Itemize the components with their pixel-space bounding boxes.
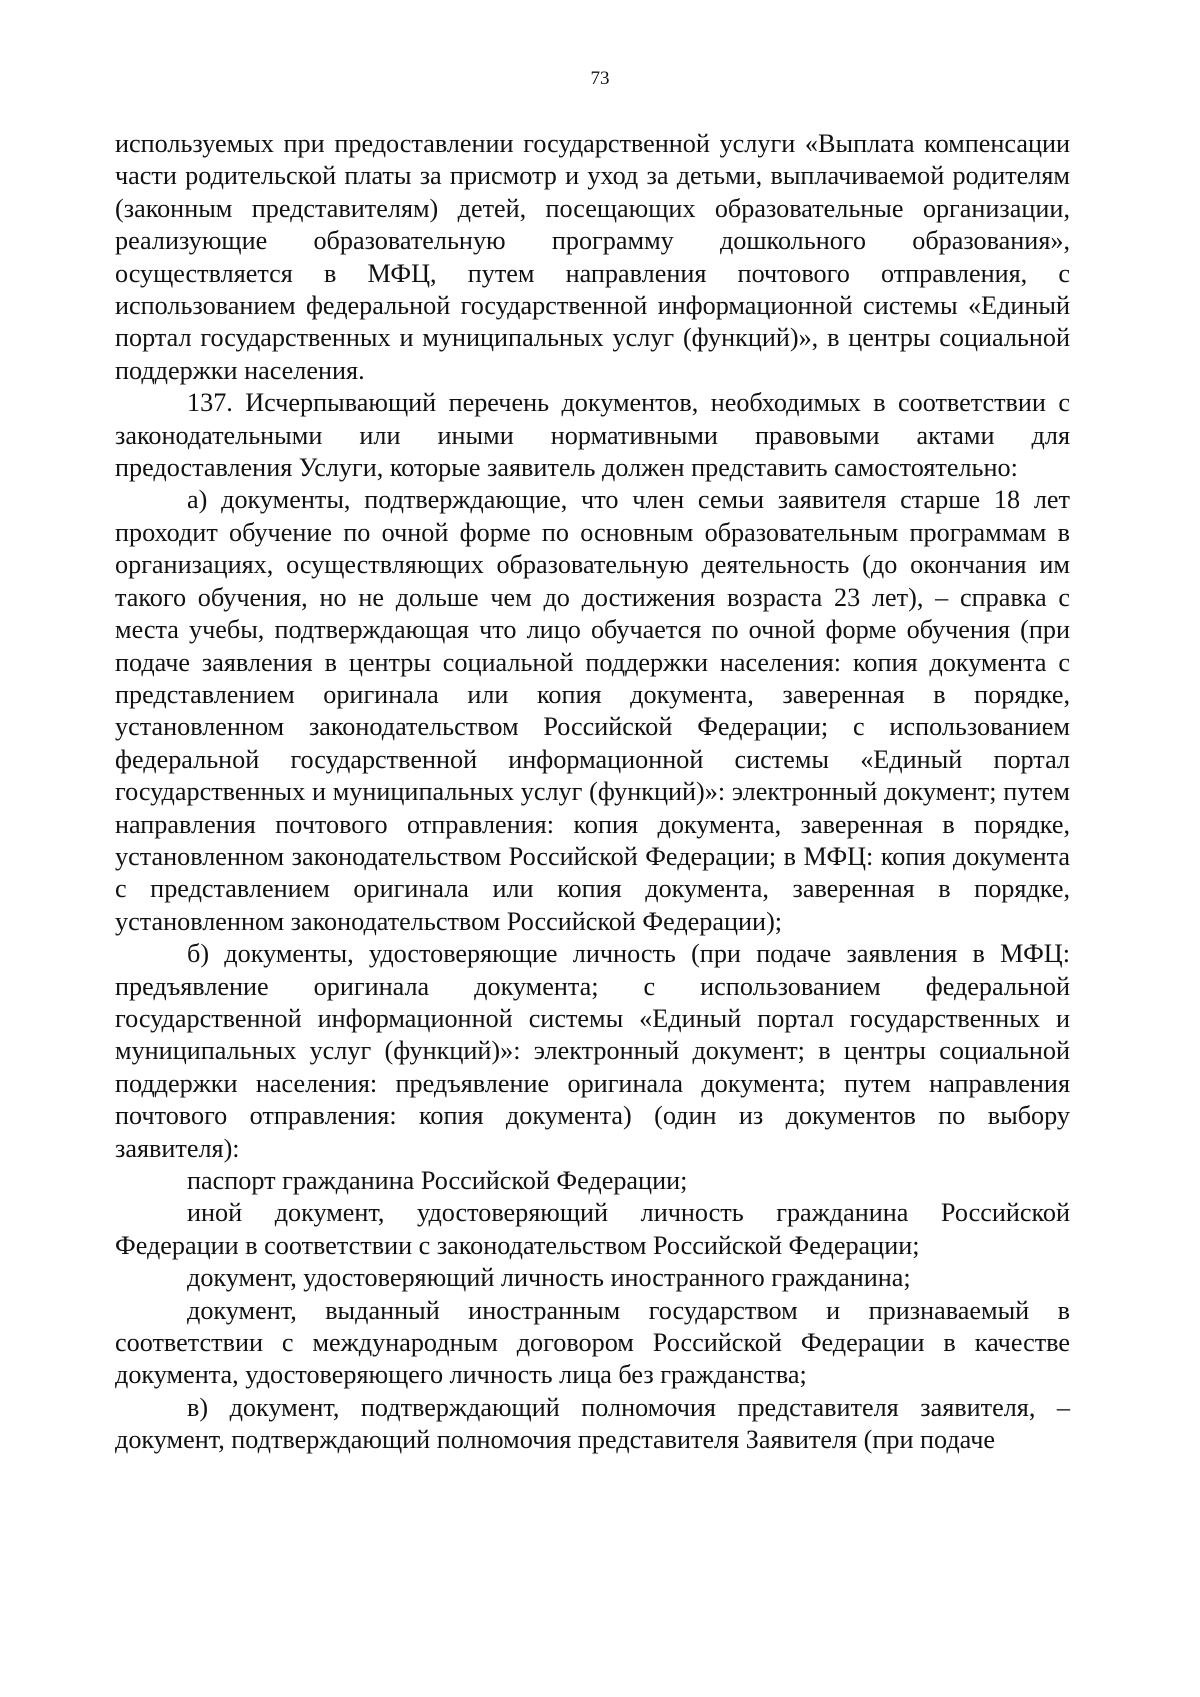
page-number: 73 bbox=[590, 68, 610, 89]
paragraph-subitem-a: а) документы, подтверждающие, что член семьи заявителя старше 18 лет проходит обучение по очной форме по основным образовательным программам в организациях, осуществляющих образовательную деятельность (до окончания им такого обучения, но не дольше чем до достижения возраста 23 лет), – справка с места учебы, подтверждающая что лицо обучается по очной форме обучения (при подаче заявления в центры социальной поддержки населения: копия документа с представлением оригинала или копия документа, заверенная в порядке, установленном законодательством Российской Федерации; с использованием федеральной государственной информационной системы «Единый портал государственных и муниципальных услуг (функций)»: электронный документ; путем направления почтового отправления: копия документа, заверенная в порядке, установленном законодательством Российской Федерации; в МФЦ: копия документа с представлением оригинала или копия документа, заверенная в порядке, установленном законодательством Российской Федерации); bbox=[115, 485, 1070, 936]
paragraph-continuation: используемых при предоставлении государственной услуги «Выплата компенсации части родительской платы за присмотр и уход за детьми, выплачиваемой родителям (законным представителям) детей, посещающих образовательные организации, реализующие образовательную программу дошкольного образования», осуществляется в МФЦ, путем направления почтового отправления, с использованием федеральной государственной информационной системы «Единый портал государственных и муниципальных услуг (функций)», в центры социальной поддержки населения. bbox=[115, 129, 1070, 385]
list-item-passport: паспорт гражданина Российской Федерации; bbox=[187, 1166, 688, 1195]
list-item-stateless-id: документ, выданный иностранным государством и признаваемый в соответствии с международным договором Российской Федерации в качестве документа, удостоверяющего личность лица без гражданства; bbox=[115, 1295, 1070, 1390]
list-item-other-id: иной документ, удостоверяющий личность гражданина Российской Федерации в соответствии с законодательством Российской Федерации; bbox=[115, 1198, 1070, 1260]
paragraph-subitem-b: б) документы, удостоверяющие личность (при подаче заявления в МФЦ: предъявление оригинала документа; с использованием федеральной государственной информационной системы «Единый портал государственных и муниципальных услуг (функций)»: электронный документ; в центры социальной поддержки населения: предъявление оригинала документа; путем направления почтового отправления: копия документа) (один из документов по выбору заявителя): bbox=[115, 939, 1070, 1163]
document-body bbox=[115, 128, 1070, 1457]
paragraph-subitem-v: в) документ, подтверждающий полномочия представителя заявителя, – документ, подтверждающий полномочия представителя Заявителя (при подаче bbox=[115, 1392, 1070, 1455]
list-item-foreign-id: документ, удостоверяющий личность иностранного гражданина; bbox=[187, 1263, 911, 1293]
paragraph-item-137: 137. Исчерпывающий перечень документов, необходимых в соответствии с законодательными или иными нормативными правовыми актами для предоставления Услуги, которые заявитель должен представить самостоятельно: bbox=[115, 388, 1070, 483]
